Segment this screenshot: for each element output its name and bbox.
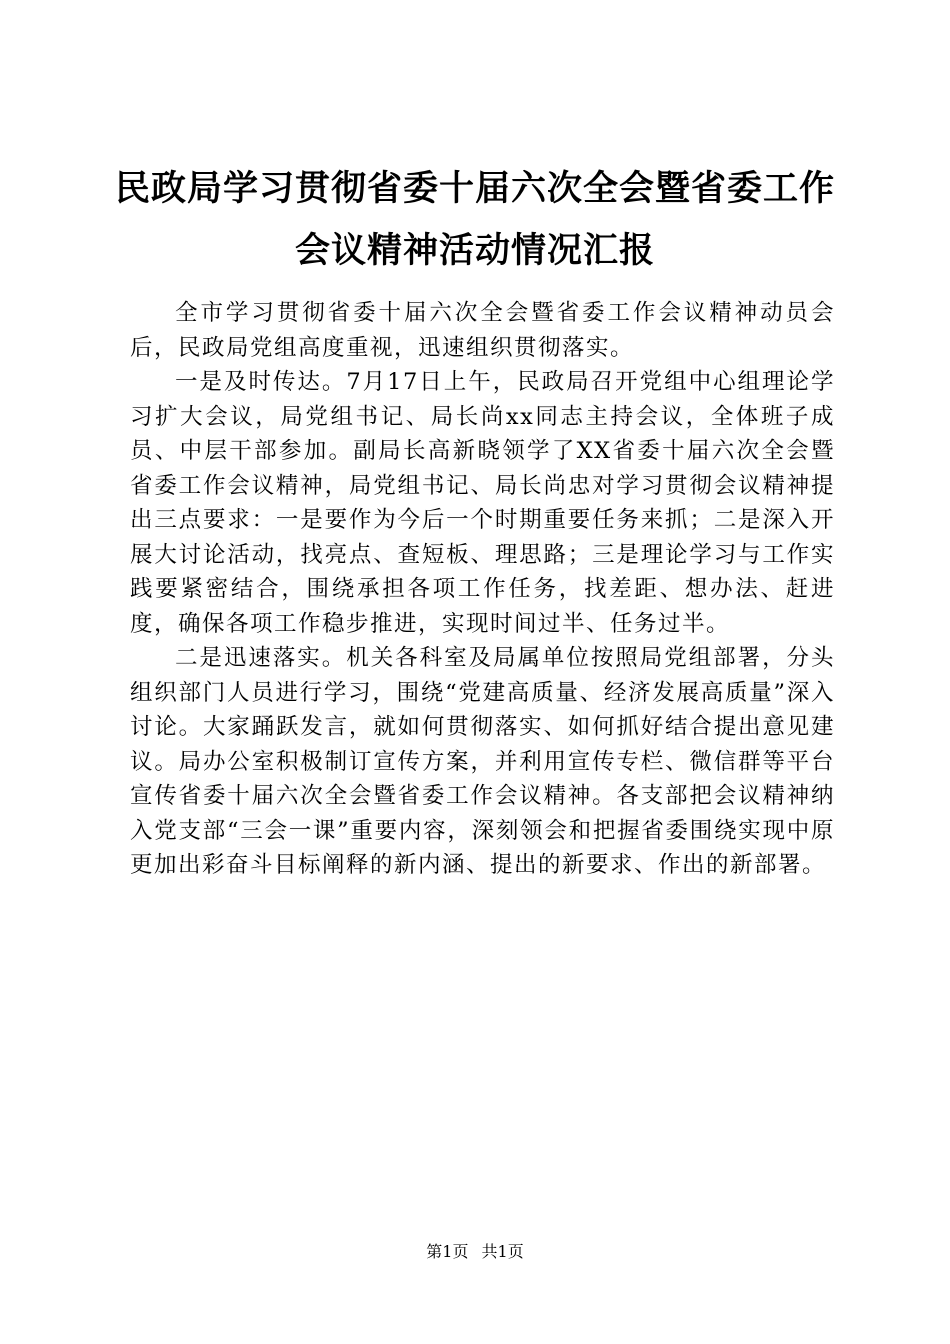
document-title	[110, 158, 840, 282]
page-total: 共1页	[481, 1242, 524, 1261]
paragraph-first-point: 一是及时传达。7月17日上午，民政局召开党组中心组理论学习扩大会议，局党组书记、局长尚xx同志主持会议，全体班子成员、中层干部参加。副局长高新晓领学了XX省委十届六次全会暨省委工作会议精神，局党组书记、局长尚忠对学习贯彻会议精神提出三点要求：一是要作为今后一个时期重要任务来抓；二是深入开展大讨论活动，找亮点、查短板、理思路；三是理论学习与工作实践要紧密结合，围绕承担各项工作任务，找差距、想办法、赶进度，确保各项工作稳步推进，实现时间过半、任务过半。	[130, 369, 835, 637]
document-body	[130, 296, 835, 883]
page-number: 第1页	[426, 1242, 469, 1261]
paragraph-intro: 全市学习贯彻省委十届六次全会暨省委工作会议精神动员会后，民政局党组高度重视，迅速组织贯彻落实。	[130, 300, 835, 361]
paragraph-second-point: 二是迅速落实。机关各科室及局属单位按照局党组部署，分头组织部门人员进行学习，围绕“党建高质量、经济发展高质量”深入讨论。大家踊跃发言，就如何贯彻落实、如何抓好结合提出意见建议。局办公室积极制订宣传方案，并利用宣传专栏、微信群等平台宣传省委十届六次全会暨省委工作会议精神。各支部把会议精神纳入党支部“三会一课”重要内容，深刻领会和把握省委围绕实现中原更加出彩奋斗目标阐释的新内涵、提出的新要求、作出的新部署。	[130, 645, 835, 878]
page-footer	[0, 1241, 950, 1263]
title-line-1: 民政局学习贯彻省委十届六次全会暨省委工作	[114, 169, 835, 209]
title-line-2: 会议精神活动情况汇报	[294, 231, 655, 271]
